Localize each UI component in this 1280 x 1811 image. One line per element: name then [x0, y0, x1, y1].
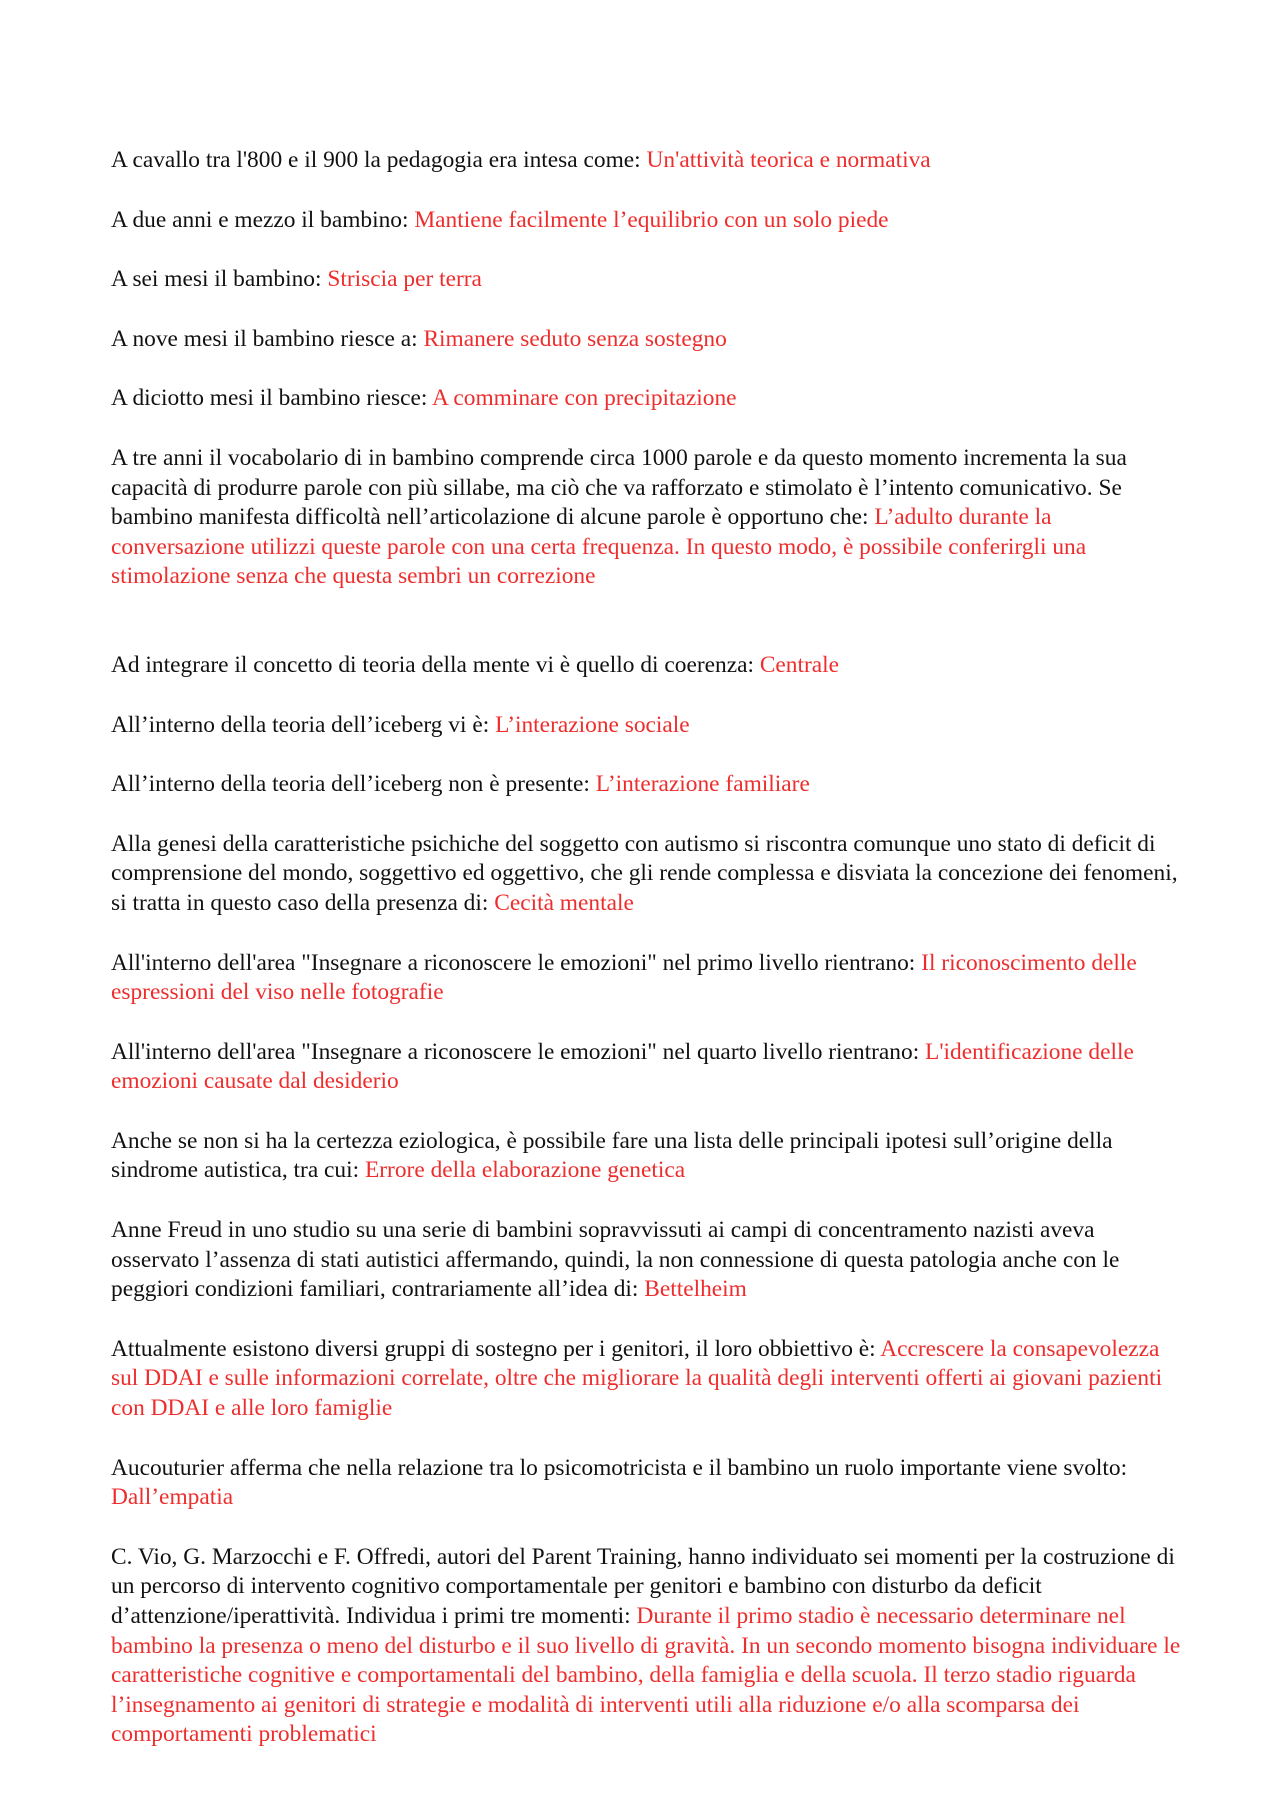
qa-item [111, 770, 1181, 800]
question-text: A tre anni il vocabolario di in bambino comprende circa 1000 parole e da questo momento incrementa la sua capacità di produrre parole con più sillabe, ma ciò che va rafforzato e stimolato è l’intento comunicativo. Se bambino manifesta difficoltà nell’articolazione di alcune parole è opportuno che: [111, 444, 1127, 531]
qa-item [111, 830, 1181, 919]
answer-text: Cecità mentale [494, 889, 634, 916]
answer-text: Striscia per terra [327, 266, 482, 293]
qa-item [111, 1216, 1181, 1305]
qa-item [111, 949, 1181, 1008]
question-text: A nove mesi il bambino riesce a: [111, 325, 424, 352]
qa-item [111, 444, 1181, 592]
answer-text: Durante il primo stadio è necessario determinare nel bambino la presenza o meno del disturbo e il suo livello di gravità. In un secondo momento bisogna individuare le caratteristiche cognitive e comportamentali del bambino, della famiglia e della scuola. Il terzo stadio riguarda l’insegnamento ai genitori di strategie e modalità di interventi utili alla riduzione e/o alla scomparsa dei comportamenti problematici [111, 1603, 1181, 1748]
qa-item [111, 1335, 1181, 1424]
qa-item [111, 206, 1181, 236]
answer-text: Dall’empatia [111, 1484, 234, 1511]
question-text: A diciotto mesi il bambino riesce: [111, 385, 432, 412]
question-text: Aucouturier afferma che nella relazione tra lo psicomotricista e il bambino un ruolo importante viene svolto: [111, 1454, 1128, 1481]
question-text: Alla genesi della caratteristiche psichiche del soggetto con autismo si riscontra comunque uno stato di deficit di comprensione del mondo, soggettivo ed oggettivo, che gli rende complessa e disviata la concezione dei fenomeni, si tratta in questo caso della presenza di: [111, 830, 1178, 916]
answer-text: Errore della elaborazione genetica [364, 1157, 686, 1184]
answer-text: Accrescere la consapevolezza sul DDAI e sulle informazioni correlate, oltre che migliorare la qualità degli interventi offerti ai giovani pazienti con DDAI e alle loro famiglie [111, 1335, 1163, 1422]
qa-item [111, 325, 1181, 355]
qa-item [111, 1038, 1181, 1097]
question-text: Ad integrare il concetto di teoria della mente vi è quello di coerenza: [111, 651, 760, 678]
qa-item [111, 1454, 1181, 1513]
qa-item [111, 651, 1181, 681]
answer-text: Il riconoscimento delle espressioni del viso nelle fotografie [111, 949, 1137, 1006]
question-text: Anne Freud in uno studio su una serie di bambini sopravvissuti ai campi di concentramento nazisti aveva osservato l’assenza di stati autistici affermando, quindi, la non connessione di questa patologia anche con le peggiori condizioni familiari, contrariamente all’idea di: [111, 1217, 1120, 1303]
qa-item [111, 1127, 1181, 1186]
qa-item [111, 1543, 1181, 1750]
qa-list [111, 146, 1181, 1780]
question-text: All'interno dell'area "Insegnare a riconoscere le emozioni" nel primo livello rientrano: [111, 949, 922, 976]
answer-text: Centrale [759, 651, 840, 678]
answer-text: L’interazione familiare [595, 771, 810, 798]
question-text: All’interno della teoria dell’iceberg non è presente: [111, 771, 596, 798]
question-text: A cavallo tra l'800 e il 900 la pedagogia era intesa come: [111, 147, 647, 173]
answer-text: L’interazione sociale [495, 711, 690, 738]
answer-text: A comminare con precipitazione [431, 385, 737, 412]
qa-item [111, 265, 1181, 295]
question-text: A due anni e mezzo il bambino: [111, 206, 415, 233]
question-text: Attualmente esistono diversi gruppi di sostegno per i genitori, il loro obbiettivo è: [111, 1335, 881, 1362]
question-text: Anche se non si ha la certezza eziologica, è possibile fare una lista delle principali ipotesi sull’origine della sindrome autistica, tra cui: [111, 1127, 1113, 1184]
answer-text: Mantiene facilmente l’equilibrio con un solo piede [414, 206, 889, 233]
qa-item [111, 711, 1181, 741]
answer-text: Rimanere seduto senza sostegno [423, 325, 727, 352]
question-text: All’interno della teoria dell’iceberg vi è: [111, 711, 496, 738]
question-text: All'interno dell'area "Insegnare a riconoscere le emozioni" nel quarto livello rientrano: [111, 1038, 926, 1065]
answer-text: L'identificazione delle emozioni causate dal desiderio [111, 1038, 1134, 1095]
answer-text: Bettelheim [644, 1276, 747, 1303]
qa-item [111, 146, 1181, 176]
question-text: C. Vio, G. Marzocchi e F. Offredi, autori del Parent Training, hanno individuato sei momenti per la costruzione di un percorso di intervento cognitivo comportamentale per genitori e bambino con disturbo da deficit d’attenzione/iperattività. Individua i primi tre momenti: [111, 1543, 1175, 1629]
answer-text: Un'attività teorica e normativa [646, 147, 931, 173]
question-text: A sei mesi il bambino: [111, 266, 328, 293]
answer-text: L’adulto durante la conversazione utilizzi queste parole con una certa frequenza. In questo modo, è possibile conferirgli una stimolazione senza che questa sembri un correzione [111, 504, 1087, 590]
qa-item [111, 384, 1181, 414]
